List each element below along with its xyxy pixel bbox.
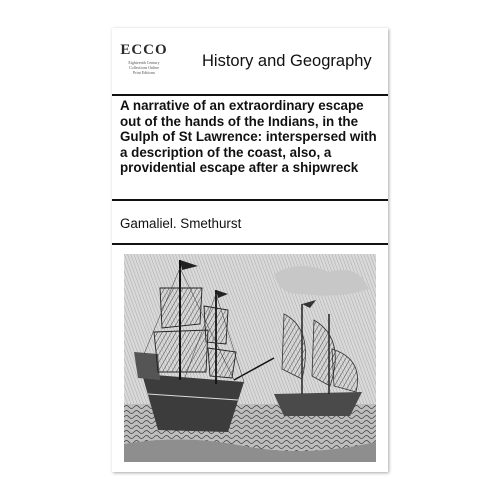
divider-bottom (112, 243, 388, 245)
ship-engraving (124, 254, 376, 462)
book-cover (112, 28, 388, 472)
right-ship-hull (274, 392, 362, 416)
ecco-logo (120, 40, 168, 88)
left-sail-2 (154, 330, 208, 372)
book-title: A narrative of an extraordinary escape out of the hands of the Indians, in the Gulph of St Lawrence: interspersed with a description of the coast, also, a providential escape after a shipwreck (120, 98, 377, 176)
logo-subtitle (120, 60, 168, 75)
divider-middle (112, 199, 388, 201)
left-sail-4 (208, 348, 236, 378)
left-ship-hull (142, 374, 244, 432)
divider-top (112, 94, 388, 96)
cover-header (112, 28, 388, 96)
author-name: Gamaliel. Smethurst (120, 216, 242, 231)
logo-sub-line: Eighteenth Century (128, 60, 160, 65)
logo-mark: ECCO (120, 42, 168, 58)
logo-sub-line: Print Editions (132, 70, 156, 75)
series-title: History and Geography (202, 52, 372, 70)
logo-sub-line: Collections Online (128, 65, 160, 70)
left-sail-1 (160, 288, 202, 328)
